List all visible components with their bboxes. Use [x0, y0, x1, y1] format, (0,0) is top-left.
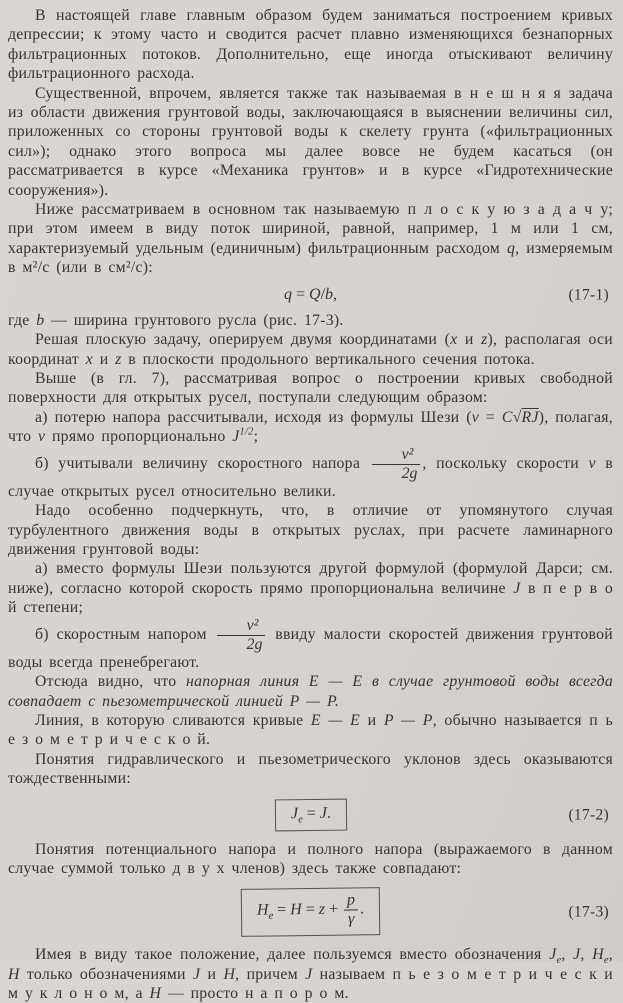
text-run: Выше (в гл. 7), рассматривая вопрос о построении кривых свободной поверхности для открытых русел, поступали следующим образом: [8, 369, 613, 407]
text-run: . [326, 804, 331, 822]
text-run: ; [253, 428, 259, 446]
text-run: = [301, 901, 319, 920]
text-run: Отсюда видно, что [35, 673, 187, 691]
text-run: H [149, 984, 162, 1002]
equation-box [241, 888, 381, 937]
paragraph-heads-coincide [8, 840, 613, 879]
equation-body [256, 891, 365, 929]
text-run: / [320, 285, 326, 303]
text-run: называем п ь е з о м е т р и ч е с к и м у к л о н о м, а [8, 965, 614, 1002]
text-run: , [561, 946, 574, 964]
equation-number: (17-2) [568, 805, 609, 823]
paragraph-coordinates [8, 330, 613, 369]
text-run: q [283, 285, 292, 303]
text-run: J [232, 428, 240, 446]
text-run: Имея в виду такое положение, далее пользуемся вместо обозначения [35, 946, 550, 964]
text-run: , [333, 285, 338, 303]
subscript: е [268, 911, 274, 923]
text-run: v [471, 408, 479, 426]
text-run: ввиду малости скоростей движения грунтовой воды всегда пренебрегают. [8, 625, 613, 671]
text-run: J [305, 965, 313, 983]
paragraph-item-a-chezy [8, 408, 613, 447]
text-run: J [192, 965, 201, 983]
superscript: 1/2 [239, 426, 254, 438]
text-run: Q [309, 285, 321, 303]
text-run: v [588, 454, 596, 472]
text-run: J [573, 946, 581, 964]
text-run: + [324, 901, 343, 919]
text-run: q [506, 239, 516, 257]
equation-number: (17-3) [568, 903, 609, 921]
text-run: J [513, 579, 521, 597]
text-run: , [580, 946, 593, 964]
equation-17-3 [8, 888, 613, 936]
text-run: б) учитывали величину скоростного напора [35, 454, 370, 472]
text-run: v [38, 428, 46, 446]
text-run: а) потерю напора рассчитывали, исходя из формулы Шези ( [35, 408, 472, 426]
text-run: в п е р в о й степени; [8, 579, 613, 617]
paragraph-item-b-velocity-head [8, 447, 613, 502]
text-run: RJ [521, 408, 539, 426]
text-run: Линия, в которую сливаются кривые [35, 712, 311, 730]
paragraph-item-a-darcy [8, 559, 613, 617]
text-run: , причем [235, 965, 306, 983]
text-run: x [85, 350, 94, 368]
text-run: x [450, 331, 458, 349]
text-run: в плоскости продольного вертикального сечения потока. [121, 350, 535, 368]
text-run: напорная линия E — E в случае грунтовой воды всегда совпадает с пьезометрической линией P — P. [8, 673, 614, 710]
text-run: . [359, 901, 365, 919]
text-run: √ [512, 408, 522, 426]
paragraph-intro [8, 6, 613, 84]
fraction: $\frac{\text{v²}}{2g}$ [372, 447, 421, 482]
text-run: J [319, 804, 327, 822]
fraction: $\frac{\text{v²}}{2g}$ [217, 618, 266, 653]
text-run: z [318, 901, 326, 919]
paragraph-chapter7 [8, 369, 613, 408]
text-run: = [302, 804, 320, 822]
paragraph-plane-problem [8, 200, 613, 278]
text-run: H [290, 902, 302, 920]
text-run: Ниже рассматриваем в основном так называемую п л о с к у ю з а д а ч у; при этом имеем в виду поток шириной, равной, например, 1 м или 1 см, характеризуемый удельным (единичным) фильтрационным расходом [8, 201, 613, 257]
text-run: J [549, 946, 557, 964]
equation-body [284, 286, 337, 303]
text-run: и [200, 965, 224, 983]
text-run: C [501, 408, 513, 426]
text-run: H [256, 902, 269, 920]
text-run: z [115, 350, 122, 368]
text-run: — просто н а п о р о м. [161, 984, 349, 1002]
text-run: и [360, 712, 384, 730]
text-run: Существенной, впрочем, является также так называемая в н е ш н я я задача из области движения грунтовой воды, заключающаяся в выяснении величины сил, приложенных со стороны грунтовой воды к скелету грунта («фильтрационных сил»); однако этого вопроса мы далее вовсе не будем касаться (он рассматривается в курсе «Механика грунтов» и в курсе «Гидротехнические сооружения»). [8, 84, 613, 199]
subscript: е [297, 813, 303, 826]
text-run: , измеряемым в м²/с (или в см²/с): [8, 239, 613, 277]
text-run: H [8, 965, 20, 983]
text-run: E — E [310, 712, 361, 730]
text-run: Понятия потенциального напора и полного напора (выражаемого в данном случае суммой только д в у х членов) здесь также совпадают: [8, 840, 613, 878]
subscript: е [603, 955, 609, 967]
text-run: H [592, 946, 604, 964]
text-run: , обычно называется п ь е з о м е т р и ч е с к о й. [8, 712, 613, 749]
equation-17-2 [8, 799, 613, 831]
text-run: b [325, 285, 334, 303]
text-run: и [93, 350, 116, 368]
fraction: $\frac{p}{\gamma}$ [344, 893, 358, 929]
text-run: В настоящей главе главным образом будем заниматься построением кривых депрессии; к этому часто и сводится расчет плавно изменяющихся безнапорных фильтрационных потоков. Дополнительно, еще иногда отыскивают величину фильтрационного расхода. [8, 7, 613, 83]
text-run: P — P [383, 712, 433, 730]
text-run: b [36, 311, 45, 329]
equation-number: (17-1) [568, 286, 609, 303]
text-run: где [8, 311, 37, 329]
text-run: Решая плоскую задачу, оперируем двумя координатами ( [35, 331, 451, 349]
paragraph-energy-line [8, 672, 613, 711]
text-run: = [479, 408, 502, 426]
text-run: Понятия гидравлического и пьезометрического уклонов здесь оказываются тождественными: [8, 750, 613, 788]
subscript: е [556, 955, 562, 967]
text-run: и [457, 331, 482, 349]
paragraph-external-problem [8, 84, 613, 200]
text-run: z [481, 331, 488, 349]
equation-box [274, 798, 346, 831]
equation-17-1 [8, 285, 613, 305]
text-run: = [291, 285, 309, 303]
text-run: J [290, 804, 298, 822]
text-run: , [608, 946, 613, 964]
paragraph-where-b [8, 311, 613, 330]
text-run: а) вместо формулы Шези пользуются другой формулой (формулой Дарси; см. ниже), согласно которой скорость прямо пропорциональна величине [8, 560, 613, 597]
text-run: Надо особенно подчеркнуть, что, в отличие от упомянутого случая турбулентного движения воды в открытых руслах, при расчете ламинарного движения грунтовой воды: [8, 502, 613, 558]
paragraph-notation [8, 945, 613, 1003]
text-run: — ширина грунтового русла (рис. 17-3). [44, 311, 344, 329]
text-run: ), располагая оси координат [8, 331, 613, 368]
text-run: б) скоростным напором [35, 625, 215, 643]
equation-body [290, 804, 331, 826]
paragraph-item-b-neglect [8, 618, 613, 673]
text-run: , поскольку скорости [422, 454, 589, 472]
paragraph-piezometric-line [8, 711, 613, 750]
text-run: в случае открытых русел относительно велики. [8, 454, 613, 500]
text-run: только обозначениями [19, 965, 193, 983]
text-run: H [223, 965, 236, 983]
text-run: ), полагая, что [8, 408, 614, 446]
text-run: = [273, 902, 291, 920]
paragraph-emphasis-laminar [8, 501, 613, 559]
text-run: прямо пропорционально [45, 428, 233, 446]
paragraph-slopes-identical [8, 750, 613, 789]
